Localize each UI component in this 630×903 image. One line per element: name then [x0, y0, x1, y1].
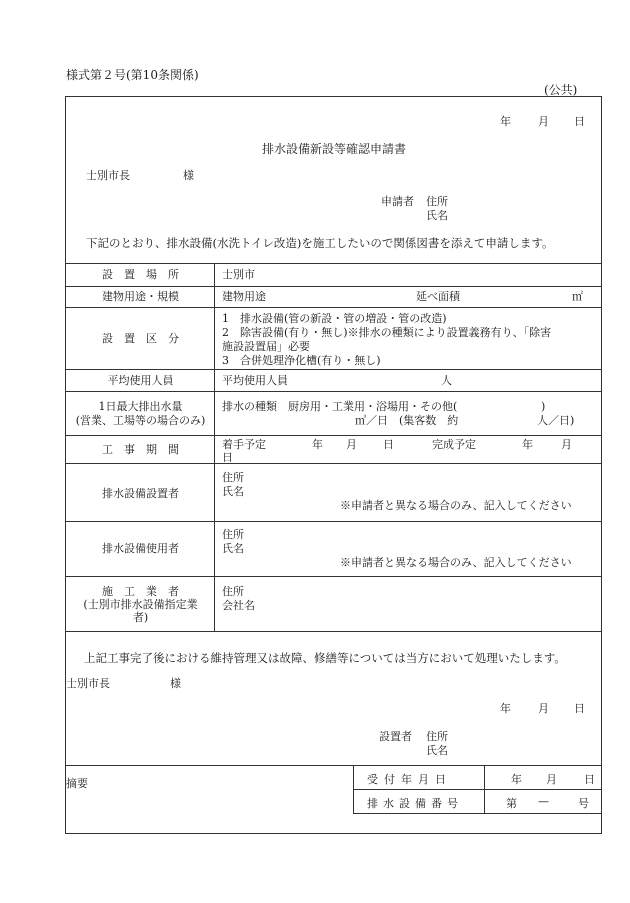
period-label: 工 事 期 間: [102, 443, 179, 456]
date-day: 日: [574, 115, 585, 128]
period-start: 着手予定: [222, 438, 266, 451]
users-unit: 人: [441, 374, 452, 387]
application-form: [65, 96, 602, 834]
received-date-label: 受付年月日: [367, 773, 452, 786]
period-start-month: 月: [346, 438, 357, 451]
applicant-name: 氏名: [426, 209, 448, 222]
discharge-label: 1日最大排出水量: [98, 400, 183, 413]
installer-note: ※申請者と異なる場合のみ、記入してください: [340, 499, 572, 512]
date-month: 月: [538, 115, 549, 128]
contractor-address: 住所: [222, 585, 244, 598]
building-use: 建物用途: [222, 290, 266, 303]
discharge-volume: ㎥／日 (集客数 約: [355, 414, 459, 427]
maintenance-day: 日: [574, 702, 585, 715]
maintenance-addressee: 士別市長: [66, 677, 110, 690]
category-label: (公共): [544, 83, 578, 97]
period-start-year: 年: [312, 438, 323, 451]
addressee-name: 士別市長: [86, 169, 130, 182]
building-area-unit: ㎡: [572, 290, 583, 303]
maintenance-year: 年: [500, 702, 511, 715]
user-note: ※申請者と異なる場合のみ、記入してください: [340, 556, 572, 569]
contractor-label: 施 工 業 者: [102, 585, 179, 598]
classification-line-2: 2 除害設備(有り・無し)※排水の種類により設置義務有り、「除害: [222, 326, 552, 339]
building-area-label: 延べ面積: [416, 290, 460, 303]
number-dash: —: [538, 795, 549, 808]
user-address: 住所: [222, 528, 244, 541]
classification-line-4: 3 合併処理浄化槽(有り・無し): [222, 354, 381, 367]
period-end-year: 年: [522, 438, 533, 451]
user-label: 排水設備使用者: [102, 542, 179, 555]
number-prefix: 第: [506, 797, 517, 810]
received-year: 年: [511, 773, 522, 786]
installer-sign-address: 住所: [426, 730, 448, 743]
discharge-label-note: (営業、工場等の場合のみ): [75, 414, 206, 427]
form-number: 様式第２号(第10条関係): [66, 68, 199, 82]
contractor-label-note: (士別市排水設備指定業: [83, 598, 198, 611]
installer-role: 設置者: [379, 730, 412, 743]
period-end: 完成予定: [432, 438, 476, 451]
maintenance-text: 上記工事完了後における維持管理又は故障、修繕等については当方において処理いたします。: [84, 651, 566, 665]
period-start-day: 日: [383, 438, 394, 451]
maintenance-month: 月: [538, 702, 549, 715]
received-day: 日: [584, 773, 595, 786]
date-year: 年: [500, 115, 511, 128]
remarks-label: 摘要: [66, 777, 88, 790]
installer-name: 氏名: [222, 485, 244, 498]
location-value: 士別市: [222, 268, 255, 281]
number-suffix: 号: [578, 797, 589, 810]
drainage-number-label: 排水設備番号: [367, 797, 463, 810]
applicant-role: 申請者: [381, 195, 414, 208]
installer-address: 住所: [222, 471, 244, 484]
building-label: 建物用途・規模: [102, 290, 179, 303]
classification-line-3: 施設設置届」必要: [222, 340, 310, 353]
users-label: 平均使用人員: [107, 374, 174, 387]
addressee-honorific: 様: [183, 169, 194, 182]
period-end-month: 月: [561, 438, 572, 451]
contractor-label-note-end: 者): [132, 611, 149, 624]
installer-sign-name: 氏名: [426, 744, 448, 757]
user-name: 氏名: [222, 542, 244, 555]
installer-label: 排水設備設置者: [102, 487, 179, 500]
maintenance-honorific: 様: [170, 677, 181, 690]
users-value: 平均使用人員: [222, 374, 288, 387]
received-month: 月: [546, 773, 557, 786]
discharge-visitors-unit: 人／日): [537, 414, 575, 427]
classification-line-1: 1 排水設備(管の新設・管の増設・管の改造): [222, 312, 447, 325]
period-end-day: 日: [222, 451, 233, 464]
applicant-address: 住所: [426, 195, 448, 208]
intro-text: 下記のとおり、排水設備(水洗トイレ改造)を施工したいので関係図書を添えて申請します。: [86, 236, 554, 250]
form-title: 排水設備新設等確認申請書: [262, 142, 407, 156]
contractor-company: 会社名: [222, 599, 255, 612]
classification-label: 設 置 区 分: [102, 332, 179, 345]
location-label: 設 置 場 所: [102, 268, 179, 281]
discharge-types-close: ): [541, 400, 546, 413]
discharge-types: 排水の種類 厨房用・工業用・浴場用・その他(: [222, 400, 458, 413]
